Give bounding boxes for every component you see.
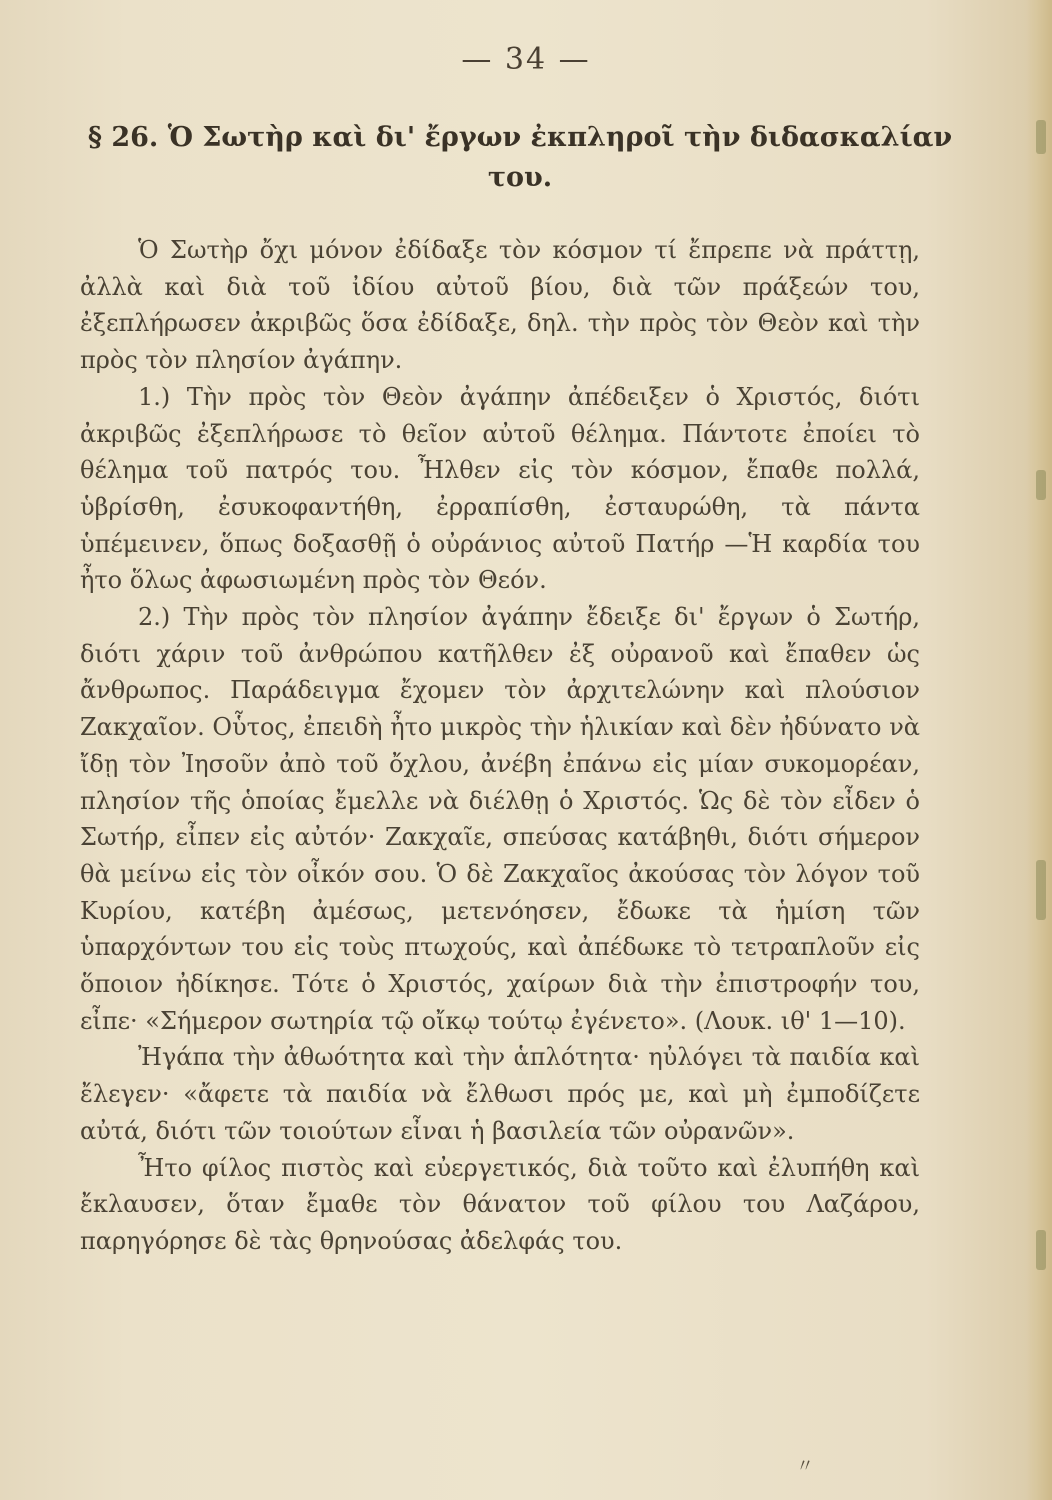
binding-tab-mark [1036, 470, 1046, 500]
paragraph-lazarus: Ἦτο φίλος πιστὸς καὶ εὐεργετικός, διὰ τοῦτο καὶ ἐλυπήθη καὶ ἔκλαυσεν, ὅταν ἔμαθε τὸν θάνατον τοῦ φίλου του Λαζάρου, παρηγόρησε δὲ τὰς θρηνούσας ἀδελφάς του. [80, 1153, 920, 1255]
section-heading: § 26. Ὁ Σωτὴρ καὶ δι' ἔργων ἐκπληροῖ τὴν διδασκαλίαν του. [87, 122, 953, 193]
page-number: — 34 — [461, 42, 591, 77]
paragraph-intro: Ὁ Σωτὴρ ὄχι μόνον ἐδίδαξε τὸν κόσμον τί ἔπρεπε νὰ πράττῃ, ἀλλὰ καὶ διὰ τοῦ ἰδίου αὐτοῦ βίου, διὰ τῶν πράξεών του, ἐξεπλήρωσεν ἀκριβῶς ὅσα ἐδίδαξε, δηλ. τὴν πρὸς τὸν Θεὸν καὶ τὴν πρὸς τὸν πλησίον ἀγάπην. [80, 236, 920, 375]
page-edge-shadow [1026, 0, 1052, 1500]
binding-tab-mark [1036, 120, 1046, 154]
binding-tab-mark [1036, 860, 1046, 920]
paragraph-love-of-god: 1.) Τὴν πρὸς τὸν Θεὸν ἀγάπην ἀπέδειξεν ὁ Χριστός, διότι ἀκριβῶς ἐξεπλήρωσε τὸ θεῖον αὐτοῦ θέλημα. Πάντοτε ἐποίει τὸ θέλημα τοῦ πατρός του. Ἦλθεν εἰς τὸν κόσμον, ἔπαθε πολλά, ὑβρίσθη, ἐσυκοφαντήθη, ἐρραπίσθη, ἐσταυρώθη, τὰ πάντα ὑπέμεινεν, ὅπως δοξασθῇ ὁ οὐράνιος αὐτοῦ Πατήρ —Ἡ καρδία του ἦτο ὅλως ἀφωσιωμένη πρὸς τὸν Θεόν. [80, 382, 920, 595]
paragraph-love-of-neighbor: 2.) Τὴν πρὸς τὸν πλησίον ἀγάπην ἔδειξε δι' ἔργων ὁ Σωτήρ, διότι χάριν τοῦ ἀνθρώπου κατῆλθεν ἐξ οὐρανοῦ καὶ ἔπαθεν ὡς ἄνθρωπος. Παράδειγμα ἔχομεν τὸν ἀρχιτελώνην καὶ πλούσιον Ζακχαῖον. Οὗτος, ἐπειδὴ ἦτο μικρὸς τὴν ἡλικίαν καὶ δὲν ἠδύνατο νὰ ἴδῃ τὸν Ἰησοῦν ἀπὸ τοῦ ὄχλου, ἀνέβη ἐπάνω εἰς μίαν συκομορέαν, πλησίον τῆς ὁποίας ἔμελλε νὰ διέλθῃ ὁ Χριστός. Ὡς δὲ τὸν εἶδεν ὁ Σωτήρ, εἶπεν εἰς αὐτόν· Ζακχαῖε, σπεύσας κατάβηθι, διότι σήμερον θὰ μείνω εἰς τὸν οἶκόν σου. Ὁ δὲ Ζακχαῖος ἀκούσας τὸν λόγον τοῦ Κυρίου, κατέβη ἀμέσως, μετενόησεν, ἔδωκε τὰ ἡμίση τῶν ὑπαρχόντων του εἰς τοὺς πτωχούς, καὶ ἀπέδωκε τὸ τετραπλοῦν εἰς ὅποιον ἠδίκησε. Τότε ὁ Χριστός, χαίρων διὰ τὴν ἐπιστροφήν του, εἶπε· «Σήμερον σωτηρία τῷ οἴκῳ τούτῳ ἐγένετο». (Λουκ. ιθ' 1—10). [80, 603, 920, 1035]
body-text [80, 232, 920, 1260]
footnote-mark: 〃 [796, 1456, 814, 1477]
binding-tab-mark [1036, 1230, 1046, 1270]
paragraph-children: Ἠγάπα τὴν ἀθωότητα καὶ τὴν ἁπλότητα· ηὐλόγει τὰ παιδία καὶ ἔλεγεν· «ἄφετε τὰ παιδία νὰ ἔλθωσι πρός με, καὶ μὴ ἐμποδίζετε αὐτά, διότι τῶν τοιούτων εἶναι ἡ βασιλεία τῶν οὐρανῶν». [80, 1043, 920, 1145]
